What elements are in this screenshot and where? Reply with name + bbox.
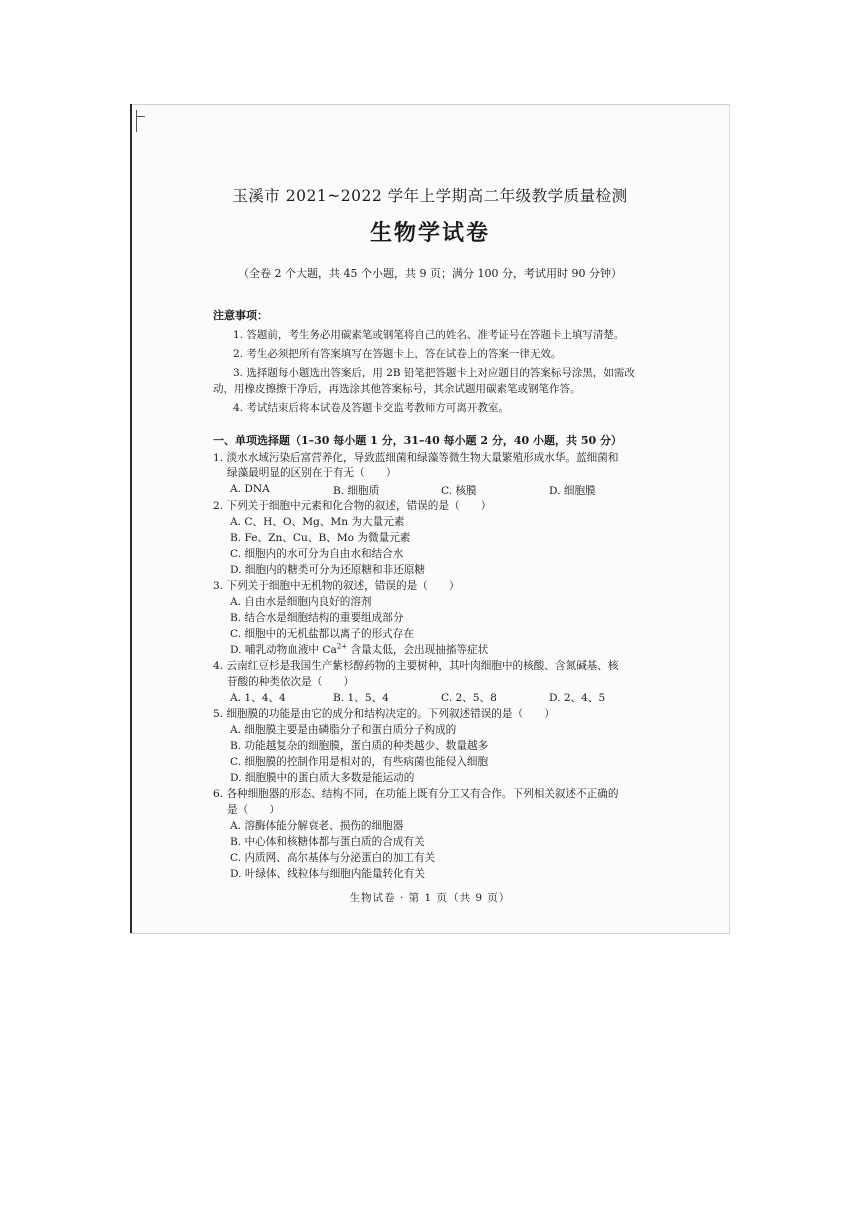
- q3-option-b: B. 结合水是细胞结构的重要组成部分: [230, 612, 404, 624]
- page-edge-right: [729, 104, 730, 934]
- q6-option-a: A. 溶酶体能分解衰老、损伤的细胞器: [230, 820, 404, 832]
- question-4-cont: 苷酸的种类依次是（ ）: [227, 676, 355, 688]
- q1-option-b: B. 细胞质: [333, 485, 380, 497]
- q6-option-d: D. 叶绿体、线粒体与细胞内能量转化有关: [230, 868, 425, 880]
- q1-option-d: D. 细胞膜: [549, 485, 596, 497]
- note-3-cont: 动，用橡皮擦擦干净后，再选涂其他答案标号，其余试题用碳素笔或钢笔作答。: [213, 383, 581, 395]
- q5-option-a: A. 细胞膜主要是由磷脂分子和蛋白质分子构成的: [230, 724, 457, 736]
- q6-option-c: C. 内质网、高尔基体与分泌蛋白的加工有关: [230, 852, 436, 864]
- q1-option-a: A. DNA: [230, 483, 270, 495]
- note-4: 4. 考试结束后将本试卷及答题卡交监考教师方可离开教室。: [233, 402, 509, 414]
- exam-info: （全卷 2 个大题，共 45 个小题，共 9 页；满分 100 分，考试用时 90 分钟）: [238, 267, 622, 280]
- page-footer: 生物试卷 · 第 1 页（共 9 页）: [349, 892, 511, 904]
- question-2: 2. 下列关于细胞中元素和化合物的叙述，错误的是（ ）: [213, 500, 492, 512]
- page-edge-top: [130, 104, 730, 105]
- question-6-cont: 是（ ）: [227, 804, 280, 816]
- page-edge-bottom: [130, 933, 730, 934]
- question-5: 5. 细胞膜的功能是由它的成分和结构决定的。下列叙述错误的是（ ）: [213, 708, 555, 720]
- binding-mark: [136, 110, 137, 132]
- exam-title: 玉溪市 2021~2022 学年上学期高二年级教学质量检测: [232, 187, 628, 205]
- q5-option-c: C. 细胞膜的控制作用是相对的，有些病菌也能侵入细胞: [230, 756, 489, 768]
- question-1-cont: 绿藻最明显的区别在于有无（ ）: [227, 467, 397, 479]
- q3-option-c: C. 细胞中的无机盐都以离子的形式存在: [230, 628, 414, 640]
- q5-option-d: D. 细胞膜中的蛋白质大多数是能运动的: [230, 772, 415, 784]
- q3-option-d: [230, 642, 488, 657]
- q5-option-b: B. 功能越复杂的细胞膜，蛋白质的种类越少、数量越多: [230, 740, 489, 752]
- q6-option-b: B. 中心体和核糖体都与蛋白质的合成有关: [230, 836, 425, 848]
- page-edge-left: [130, 104, 132, 934]
- q4-option-a: A. 1、4、4: [230, 692, 286, 704]
- q2-option-a: A. C、H、O、Mg、Mn 为大量元素: [230, 516, 405, 528]
- note-3: 3. 选择题每小题选出答案后，用 2B 铅笔把答题卡上对应题目的答案标号涂黑，如需改: [233, 367, 635, 379]
- note-2: 2. 考生必须把所有答案填写在答题卡上，答在试卷上的答案一律无效。: [233, 348, 562, 360]
- note-1: 1. 答题前，考生务必用碳素笔或钢笔将自己的姓名、准考证号在答题卡上填写清楚。: [233, 329, 625, 341]
- question-3: 3. 下列关于细胞中无机物的叙述，错误的是（ ）: [213, 580, 460, 592]
- q4-option-c: C. 2、5、8: [441, 692, 497, 704]
- q1-option-c: C. 核膜: [441, 485, 477, 497]
- exam-subtitle: 生物学试卷: [369, 220, 490, 246]
- q2-option-c: C. 细胞内的水可分为自由水和结合水: [230, 548, 404, 560]
- section-heading: 一、单项选择题（1–30 每小题 1 分，31–40 每小题 2 分，40 小题，共 50 分）: [213, 434, 622, 447]
- q3-option-d-text-2: 含量太低，会出现抽搐等症状: [347, 644, 489, 656]
- notes-title: 注意事项：: [213, 309, 268, 322]
- q3-option-d-text: D. 哺乳动物血液中 Ca: [230, 644, 337, 656]
- superscript-charge: 2+: [336, 642, 348, 651]
- binding-tick: [137, 116, 145, 117]
- q4-option-b: B. 1、5、4: [333, 692, 389, 704]
- question-4: 4. 云南红豆杉是我国生产紫杉醇药物的主要树种，其叶肉细胞中的核酸、含氮碱基、核: [213, 660, 619, 672]
- question-6: 6. 各种细胞器的形态、结构不同，在功能上既有分工又有合作。下列相关叙述不正确的: [213, 788, 619, 800]
- q4-option-d: D. 2、4、5: [549, 692, 606, 704]
- question-1: 1. 淡水水域污染后富营养化，导致蓝细菌和绿藻等微生物大量繁殖形成水华。蓝细菌和: [213, 452, 619, 464]
- q3-option-a: A. 自由水是细胞内良好的溶剂: [230, 596, 372, 608]
- q2-option-d: D. 细胞内的糖类可分为还原糖和非还原糖: [230, 564, 425, 576]
- q2-option-b: B. Fe、Zn、Cu、B、Mo 为微量元素: [230, 532, 411, 544]
